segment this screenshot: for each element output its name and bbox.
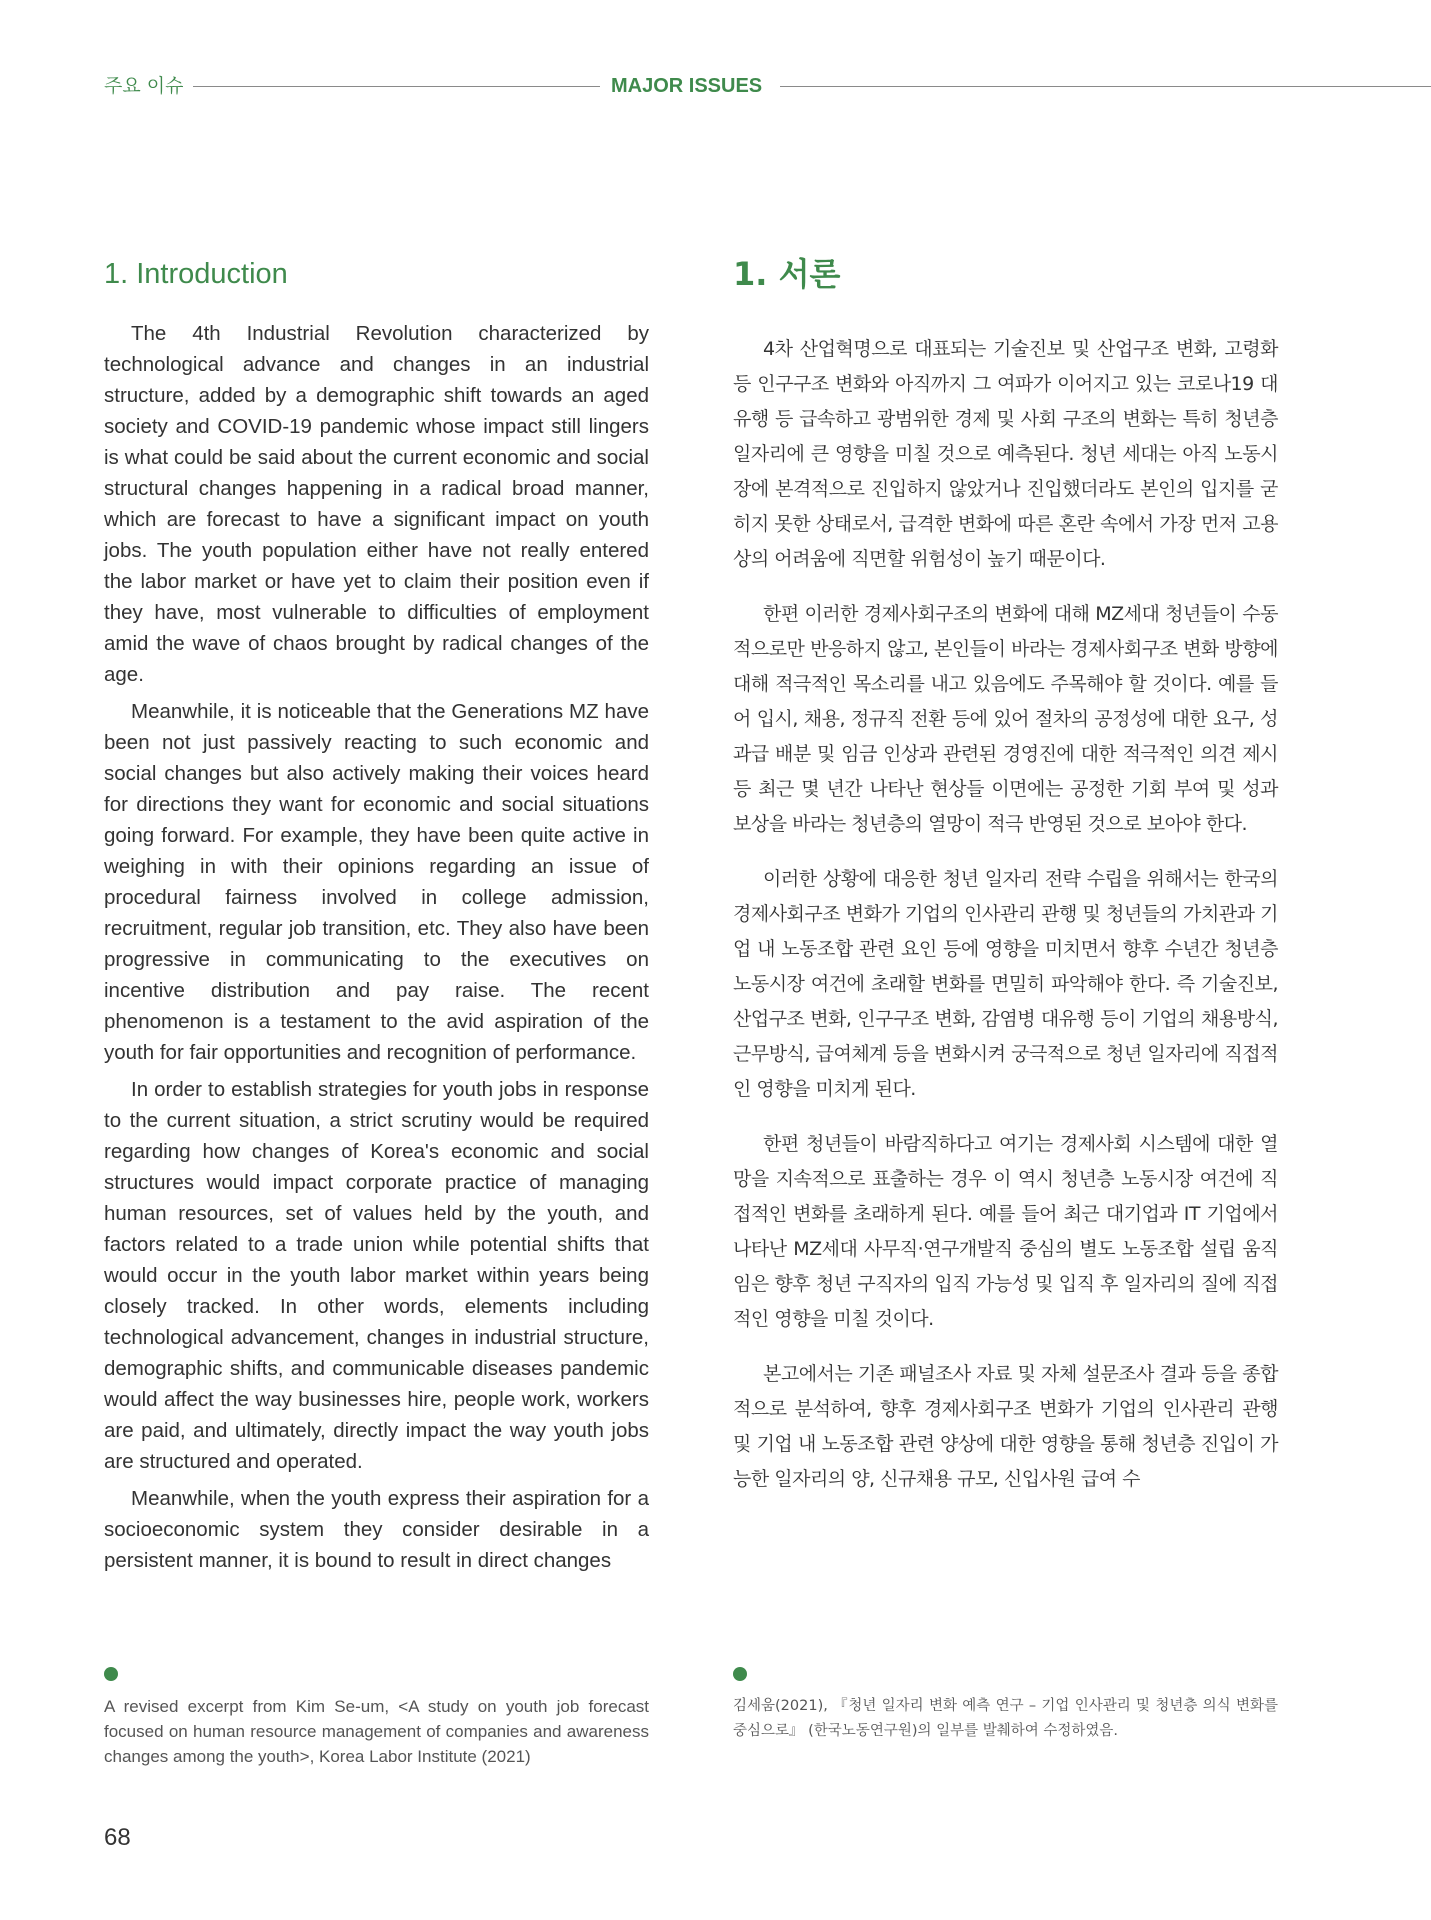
english-paragraph: In order to establish strategies for youth jobs in response to the current situation, a strict scrutiny would be required regarding how changes of Korea's economic and social structures would impact corporate practice of managing human resources, set of values held by the youth, and factors related to a trade union while potential shifts that would occur in the youth labor market within years being closely tracked. In other words, elements including technological advancement, changes in industrial structure, demographic shifts, and communicable diseases pandemic would affect the way businesses hire, people work, workers are paid, and ultimately, directly impact the way youth jobs are structured and operated.	[104, 1078, 649, 1473]
english-section-title: 1. Introduction	[104, 258, 288, 290]
section-label-english: MAJOR ISSUES	[611, 75, 763, 97]
korean-paragraph: 본고에서는 기존 패널조사 자료 및 자체 설문조사 결과 등을 종합적으로 분석하여, 향후 경제사회구조 변화가 기업의 인사관리 관행 및 기업 내 노동조합 관련 양상에 대한 영향을 통해 청년층 진입이 가능한 일자리의 양, 신규채용 규모, 신입사원 급여 수	[733, 1363, 1278, 1490]
english-paragraph: Meanwhile, it is noticeable that the Generations MZ have been not just passively reacting to such economic and social changes but also actively making their voices heard for directions they want for economic and social situations going forward. For example, they have been quite active in weighing in with their opinions regarding an issue of procedural fairness involved in college admission, recruitment, regular job transition, etc. They also have been progressive in communicating to the executives on incentive distribution and pay raise. The recent phenomenon is a testament to the avid aspiration of the youth for fair opportunities and recognition of performance.	[104, 700, 649, 1064]
korean-paragraph: 한편 이러한 경제사회구조의 변화에 대해 MZ세대 청년들이 수동적으로만 반응하지 않고, 본인들이 바라는 경제사회구조 변화 방향에 대해 적극적인 목소리를 내고 있음에도 주목해야 할 것이다. 예를 들어 입시, 채용, 정규직 전환 등에 있어 절차의 공정성에 대한 요구, 성과급 배분 및 임금 인상과 관련된 경영진에 대한 적극적인 의견 제시 등 최근 몇 년간 나타난 현상들 이면에는 공정한 기회 부여 및 성과 보상을 바라는 청년층의 열망이 적극 반영된 것으로 보아야 한다.	[733, 603, 1278, 835]
korean-paragraph: 한편 청년들이 바람직하다고 여기는 경제사회 시스템에 대한 열망을 지속적으로 표출하는 경우 이 역시 청년층 노동시장 여건에 직접적인 변화를 초래하게 된다. 예를 들어 최근 대기업과 IT 기업에서 나타난 MZ세대 사무직·연구개발직 중심의 별도 노동조합 설립 움직임은 향후 청년 구직자의 입직 가능성 및 입직 후 일자리의 질에 직접적인 영향을 미칠 것이다.	[733, 1133, 1278, 1330]
footnote-bullet-icon	[733, 1667, 747, 1681]
korean-paragraph: 4차 산업혁명으로 대표되는 기술진보 및 산업구조 변화, 고령화 등 인구구조 변화와 아직까지 그 여파가 이어지고 있는 코로나19 대유행 등 급속하고 광범위한 경제 및 사회 구조의 변화는 특히 청년층 일자리에 큰 영향을 미칠 것으로 예측된다. 청년 세대는 아직 노동시장에 본격적으로 진입하지 않았거나 진입했더라도 본인의 입지를 굳히지 못한 상태로서, 급격한 변화에 따른 혼란 속에서 가장 먼저 고용상의 어려움에 직면할 위험성이 높기 때문이다.	[733, 338, 1278, 570]
english-body	[104, 318, 649, 1582]
korean-body	[733, 332, 1278, 1517]
korean-footnote: 김세움(2021), 『청년 일자리 변화 예측 연구 – 기업 인사관리 및 청년층 의식 변화를 중심으로』 (한국노동연구원)의 일부를 발췌하여 수정하였음.	[733, 1698, 1278, 1739]
korean-section-title: 1. 서론	[733, 255, 841, 293]
section-label-korean: 주요 이슈	[104, 75, 184, 97]
page-header	[0, 74, 1431, 98]
korean-paragraph: 이러한 상황에 대응한 청년 일자리 전략 수립을 위해서는 한국의 경제사회구조 변화가 기업의 인사관리 관행 및 청년들의 가치관과 기업 내 노동조합 관련 요인 등에 영향을 미치면서 향후 수년간 청년층 노동시장 여건에 초래할 변화를 면밀히 파악해야 한다. 즉 기술진보, 산업구조 변화, 인구구조 변화, 감염병 대유행 등이 기업의 채용방식, 근무방식, 급여체계 등을 변화시켜 궁극적으로 청년 일자리에 직접적인 영향을 미치게 된다.	[733, 868, 1278, 1100]
english-paragraph: The 4th Industrial Revolution characterized by technological advance and changes in an industrial structure, added by a demographic shift towards an aged society and COVID-19 pandemic whose impact still lingers is what could be said about the current economic and social structural changes happening in a radical broad manner, which are forecast to have a significant impact on youth jobs. The youth population either have not really entered the labor market or have yet to claim their position even if they have, most vulnerable to difficulties of employment amid the wave of chaos brought by radical changes of the age.	[104, 322, 649, 686]
page-number: 68	[104, 1824, 131, 1851]
header-rule	[780, 86, 1431, 87]
header-rule	[193, 86, 600, 87]
footnote-bullet-icon	[104, 1667, 118, 1681]
english-footnote: A revised excerpt from Kim Se-um, <A study on youth job forecast focused on human resource management of companies and awareness changes among the youth>, Korea Labor Institute (2021)	[104, 1697, 649, 1766]
english-paragraph: Meanwhile, when the youth express their aspiration for a socioeconomic system they consider desirable in a persistent manner, it is bound to result in direct changes	[104, 1487, 649, 1572]
